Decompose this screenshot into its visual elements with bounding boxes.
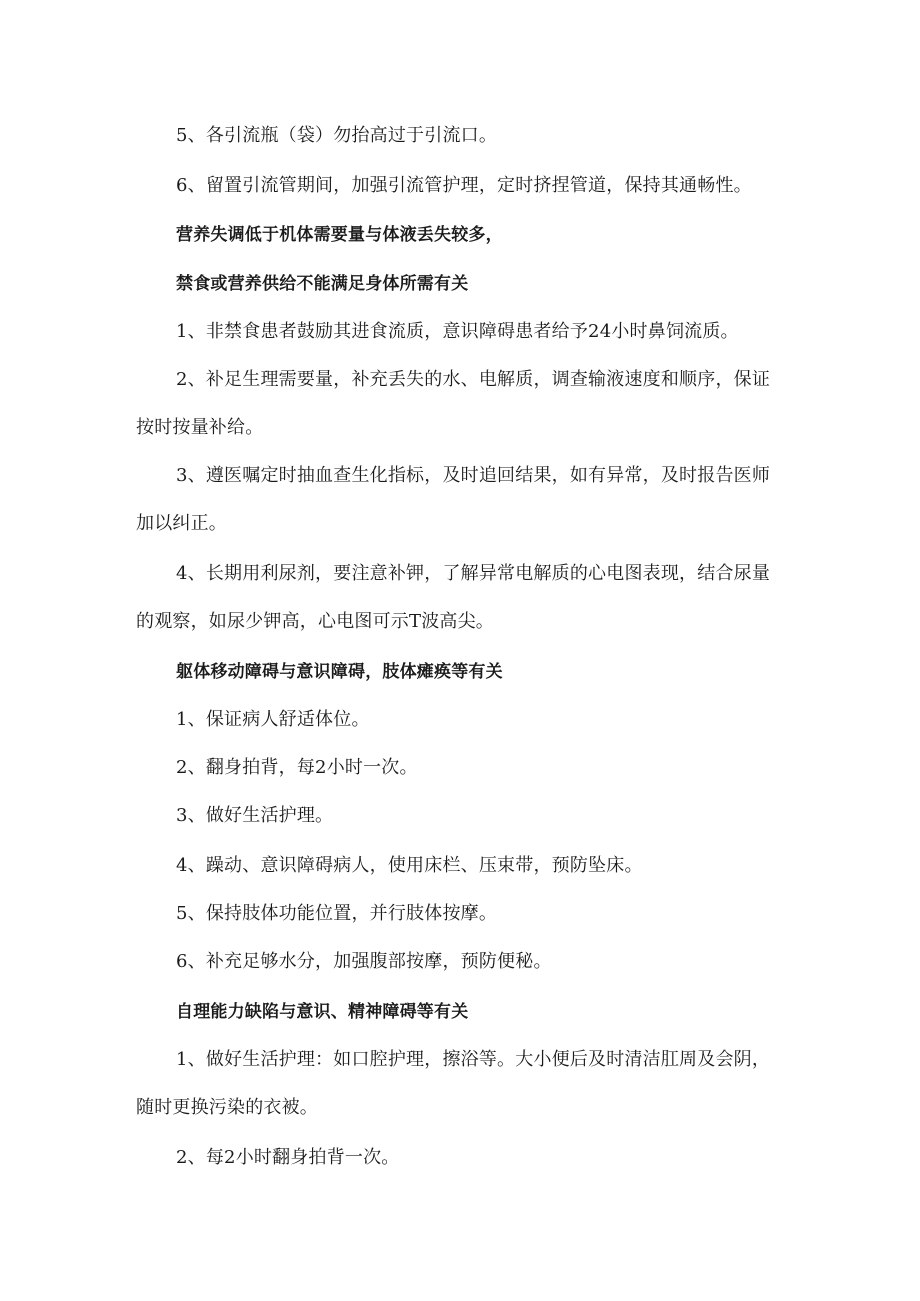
section-heading-mobility: 躯体移动障碍与意识障碍，肢体瘫痪等有关 xyxy=(176,662,503,682)
paragraph-item-3-bloodwork-line1: 3、遵医嘱定时抽血查生化指标，及时追回结果，如有异常，及时报告医师 xyxy=(176,465,771,486)
paragraph-mobility-item-3: 3、做好生活护理。 xyxy=(176,805,334,826)
paragraph-item-2-fluids-line2: 按时按量补给。 xyxy=(136,417,264,438)
paragraph-mobility-item-6: 6、补充足够水分，加强腹部按摩，预防便秘。 xyxy=(176,951,552,972)
paragraph-mobility-item-4: 4、躁动、意识障碍病人，使用床栏、压束带，预防坠床。 xyxy=(176,855,643,876)
paragraph-mobility-item-1: 1、保证病人舒适体位。 xyxy=(176,709,370,730)
paragraph-mobility-item-2: 2、翻身拍背，每2小时一次。 xyxy=(176,757,418,778)
paragraph-selfcare-item-2: 2、每2小时翻身拍背一次。 xyxy=(176,1147,400,1168)
paragraph-selfcare-item-1-line1: 1、做好生活护理：如口腔护理，擦浴等。大小便后及时清洁肛周及会阴， xyxy=(176,1049,771,1070)
paragraph-item-6-drain-care: 6、留置引流管期间，加强引流管护理，定时挤捏管道，保持其通畅性。 xyxy=(176,175,752,196)
section-heading-self-care: 自理能力缺陷与意识、精神障碍等有关 xyxy=(176,1002,469,1022)
paragraph-item-5-drain-bottle: 5、各引流瓶（袋）勿抬高过于引流口。 xyxy=(176,125,498,146)
paragraph-item-3-bloodwork-line2: 加以纠正。 xyxy=(136,513,227,534)
paragraph-mobility-item-5: 5、保持肢体功能位置，并行肢体按摩。 xyxy=(176,903,498,924)
paragraph-item-1-feeding: 1、非禁食患者鼓励其进食流质，意识障碍患者给予24小时鼻饲流质。 xyxy=(176,321,739,342)
paragraph-item-2-fluids-line1: 2、补足生理需要量，补充丢失的水、电解质，调查输液速度和顺序，保证 xyxy=(176,369,771,390)
section-heading-nutrition-2: 禁食或营养供给不能满足身体所需有关 xyxy=(176,274,469,294)
section-heading-nutrition-1: 营养失调低于机体需要量与体液丢失较多， xyxy=(176,225,503,245)
paragraph-selfcare-item-1-line2: 随时更换污染的衣被。 xyxy=(136,1097,318,1118)
paragraph-item-4-diuretic-line1: 4、长期用利尿剂，要注意补钾，了解异常电解质的心电图表现，结合尿量 xyxy=(176,563,771,584)
paragraph-item-4-diuretic-line2: 的观察，如尿少钾高，心电图可示T波高尖。 xyxy=(136,611,495,632)
